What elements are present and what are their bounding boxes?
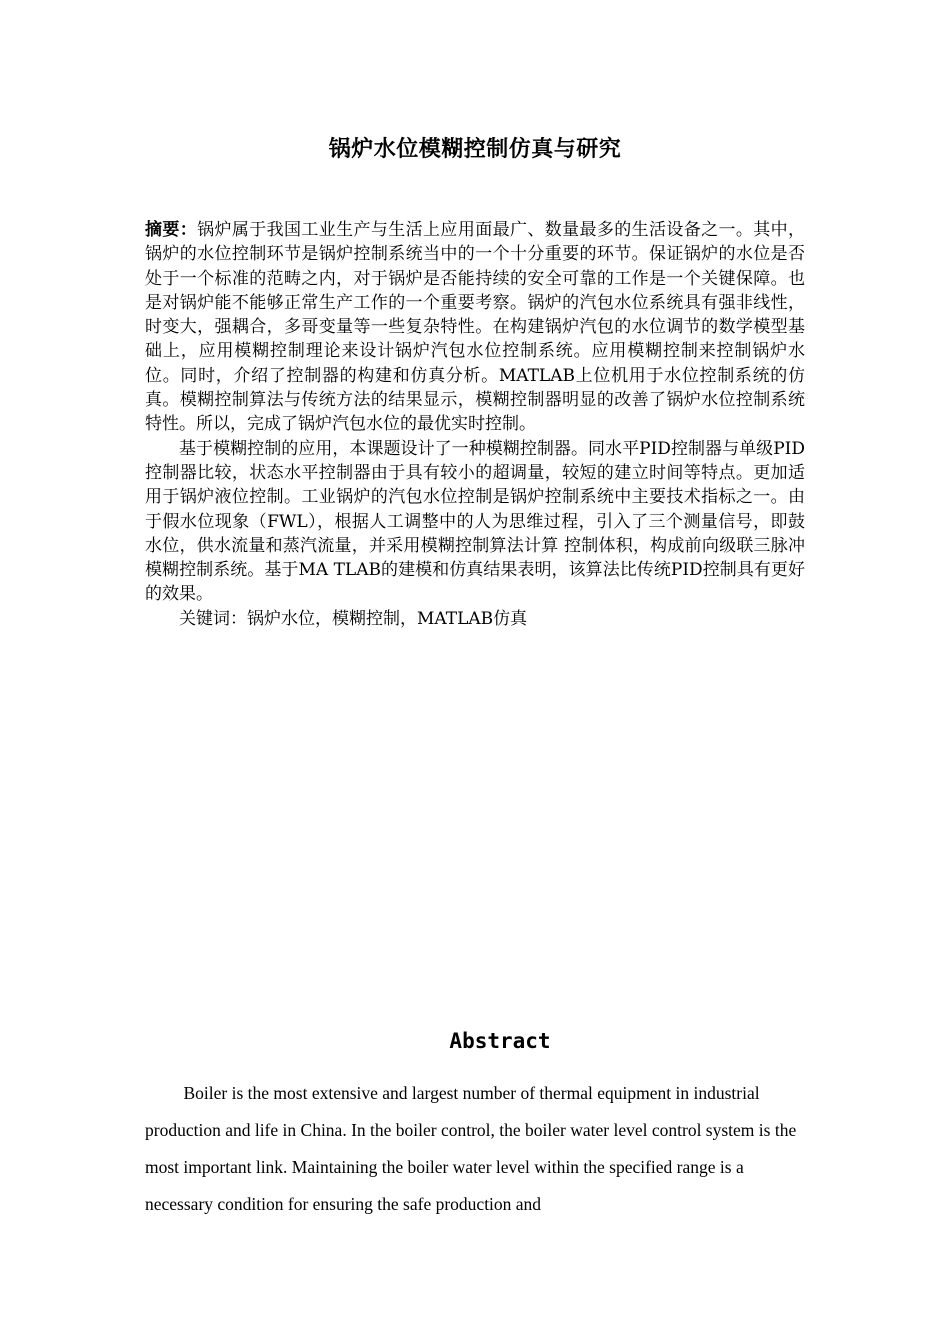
english-abstract bbox=[145, 1075, 805, 1223]
abstract-label: 摘要： bbox=[145, 220, 198, 240]
keywords-line: 关键词：锅炉水位，模糊控制，MATLAB仿真 bbox=[179, 608, 528, 629]
abstract-paragraph-1 bbox=[145, 218, 805, 437]
english-abstract-title: Abstract bbox=[449, 1029, 551, 1053]
abstract-paragraph-2: 基于模糊控制的应用，本课题设计了一种模糊控制器。同水平PID控制器与单级PID控制器比较，状态水平控制器由于具有较小的超调量，较短的建立时间等特点。更加适用于锅炉液位控制。工业锅炉的汽包水位控制是锅炉控制系统中主要技术指标之一。由于假水位现象（FWL），根据人工调整中的人为思维过程，引入了三个测量信号，即鼓水位，供水流量和蒸汽流量，并采用模糊控制算法计算 控制体积，构成前向级联三脉冲模糊控制系统。基于MA TLAB的建模和仿真结果表明，该算法比传统PID控制具有更好的效果。 bbox=[145, 438, 805, 605]
chinese-title: 锅炉水位模糊控制仿真与研究 bbox=[328, 137, 622, 162]
abstract-text-1: 锅炉属于我国工业生产与生活上应用面最广、数量最多的生活设备之一。其中，锅炉的水位控制环节是锅炉控制系统当中的一个十分重要的环节。保证锅炉的水位是否处于一个标准的范畴之内，对于锅炉是否能持续的安全可靠的工作是一个关键保障。也是对锅炉能不能够正常生产工作的一个重要考察。锅炉的汽包水位系统具有强非线性，时变大，强耦合，多哥变量等一些复杂特性。在构建锅炉汽包的水位调节的数学模型基础上，应用模糊控制理论来设计锅炉汽包水位控制系统。应用模糊控制来控制锅炉水位。同时，介绍了控制器的构建和仿真分析。MATLAB上位机用于水位控制系统的仿真。模糊控制算法与传统方法的结果显示，模糊控制器明显的改善了锅炉水位控制系统特性。所以，完成了锅炉汽包水位的最优实时控制。 bbox=[145, 220, 806, 435]
english-abstract-paragraph-1: Boiler is the most extensive and largest number of thermal equipment in industrial production and life in China. In the boiler control, the boiler water level control system is the most important link. Maintaining the boiler water level within the specified range is a necessary condition for ensuring the safe production and bbox=[145, 1083, 797, 1214]
chinese-abstract bbox=[145, 218, 805, 631]
